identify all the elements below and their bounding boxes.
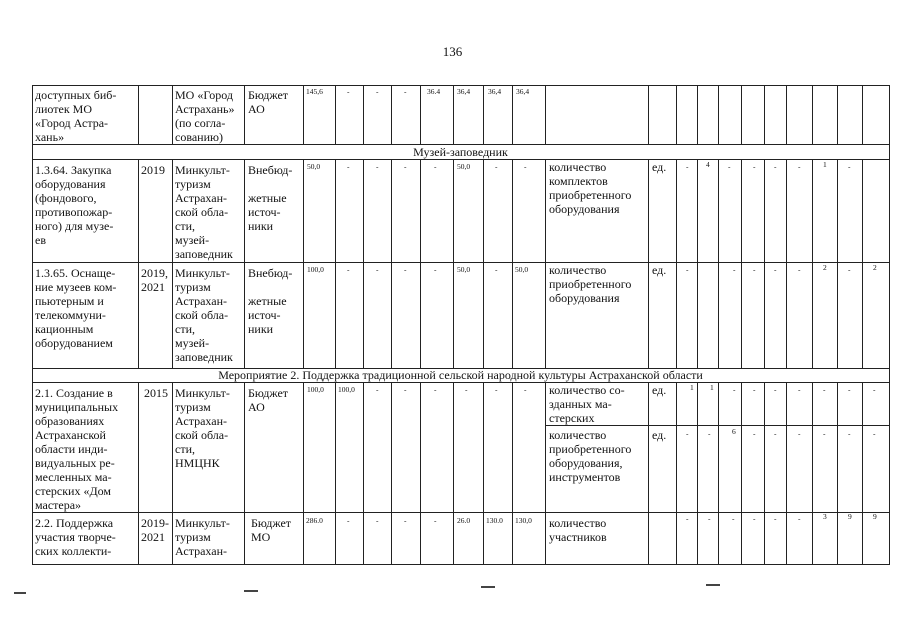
row0-source: Бюджет АО xyxy=(248,88,289,116)
row1-value: - xyxy=(376,162,379,171)
row3-executor: Минкульт- туризм Астрахан- ской обла- сти, НМЦНК xyxy=(175,386,230,470)
row2-value: - xyxy=(376,265,379,274)
row3-value: - xyxy=(495,385,498,394)
row4-ind-value: - xyxy=(753,514,756,523)
row1-ind-value: - xyxy=(686,162,689,171)
grid-line xyxy=(32,262,889,263)
scan-mark xyxy=(244,590,258,592)
row2-value: - xyxy=(404,265,407,274)
row1-ind-value: 4 xyxy=(706,160,710,169)
row3-ind-b-value: - xyxy=(823,429,826,438)
row1-ind-value: - xyxy=(753,162,756,171)
row0-value: 36,4 xyxy=(457,87,471,96)
row1-ind-value: - xyxy=(774,162,777,171)
row0-dash: - xyxy=(347,87,350,96)
row3-value: - xyxy=(376,385,379,394)
row4-value: 26.0 xyxy=(457,516,471,525)
row4-value: - xyxy=(434,516,437,525)
row0-value: 36.4 xyxy=(427,87,441,96)
row3-value-2015: 100,0 xyxy=(338,385,355,394)
row3-ind-b-value: - xyxy=(753,429,756,438)
row3-ind-a-value: - xyxy=(848,385,851,394)
section-title-museum: Музей-заповедник xyxy=(413,145,508,159)
row2-ind-value: 2 xyxy=(823,263,827,272)
row4-ind-value: 9 xyxy=(848,512,852,521)
scan-mark xyxy=(14,592,26,594)
row3-unit-b: ед. xyxy=(652,428,667,442)
row1-total: 50,0 xyxy=(307,162,321,171)
row2-ind-value: 2 xyxy=(873,263,877,272)
grid-line xyxy=(545,425,889,426)
row4-source: Бюджет МО xyxy=(251,516,292,544)
row0-executor: МО «Город Астрахань» (по согла- сованию) xyxy=(175,88,235,144)
row4-value: 130.0 xyxy=(486,516,503,525)
row3-value: - xyxy=(404,385,407,394)
row2-ind-value: - xyxy=(733,265,736,274)
row2-value: 50,0 xyxy=(457,265,471,274)
row2-ind-value: - xyxy=(774,265,777,274)
row1-years: 2019 xyxy=(141,163,165,177)
row2-source: Внебюд- жетные источ- ники xyxy=(248,266,293,336)
row1-unit: ед. xyxy=(652,160,667,174)
row3-ind-a-value: - xyxy=(733,385,736,394)
grid-line xyxy=(32,564,889,565)
row4-total: 286.0 xyxy=(306,516,323,525)
row0-value: 36,4 xyxy=(488,87,502,96)
row2-ind-value: - xyxy=(753,265,756,274)
row3-ind-a-value: - xyxy=(798,385,801,394)
row2-name: 1.3.65. Оснаще- ние музеев ком- пьютерным и телекоммуни- кационным оборудованием xyxy=(35,266,117,350)
grid-line xyxy=(32,382,889,383)
scan-mark xyxy=(706,584,720,586)
row3-ind-b-value: - xyxy=(873,429,876,438)
row2-executor: Минкульт- туризм Астрахан- ской обла- сти, музей- заповедник xyxy=(175,266,233,364)
row0-total: 145,6 xyxy=(306,87,323,96)
row1-value: - xyxy=(434,162,437,171)
row0-dash: - xyxy=(404,87,407,96)
row3-ind-a-value: 1 xyxy=(710,383,714,392)
row3-source: Бюджет АО xyxy=(248,386,289,414)
row1-value: - xyxy=(495,162,498,171)
row4-ind-value: 9 xyxy=(873,512,877,521)
row0-name: доступных биб- лиотек МО «Город Астра- хань» xyxy=(35,88,117,144)
row4-ind-value: - xyxy=(708,514,711,523)
row1-value: - xyxy=(404,162,407,171)
row1-value: 50,0 xyxy=(457,162,471,171)
row3-ind-a-value: - xyxy=(753,385,756,394)
row2-value: - xyxy=(434,265,437,274)
row2-value: - xyxy=(495,265,498,274)
row4-indicator: количество участников xyxy=(549,516,607,544)
row4-value: - xyxy=(347,516,350,525)
row4-value: - xyxy=(404,516,407,525)
row2-indicator: количество приобретенного оборудования xyxy=(549,263,632,305)
row4-value: 130,0 xyxy=(515,516,532,525)
row3-indicator-b: количество приобретенного оборудования, инструментов xyxy=(549,428,632,484)
row3-name: 2.1. Создание в муниципальных образованиях Астраханской области инди- видуальных ре- месленных ма- стерских «Дом мастера» xyxy=(35,386,119,512)
row3-value: - xyxy=(524,385,527,394)
row2-unit: ед. xyxy=(652,263,667,277)
page-number: 136 xyxy=(442,44,463,59)
row4-years: 2019- 2021 xyxy=(141,516,169,544)
row1-ind-value: - xyxy=(798,162,801,171)
row0-value: 36,4 xyxy=(516,87,530,96)
row3-ind-b-value: - xyxy=(708,429,711,438)
row2-value: - xyxy=(347,265,350,274)
row1-ind-value: - xyxy=(848,162,851,171)
scan-mark xyxy=(481,586,495,588)
row4-name: 2.2. Поддержка участия творче- ских коллекти- xyxy=(35,516,116,558)
row1-indicator: количество комплектов приобретенного оборудования xyxy=(549,160,632,216)
row3-total: 100,0 xyxy=(307,385,324,394)
row2-total: 100,0 xyxy=(307,265,324,274)
section-title-measure2: Мероприятие 2. Поддержка традиционной сельской народной культуры Астраханской области xyxy=(218,368,703,382)
row4-value: - xyxy=(376,516,379,525)
grid-line xyxy=(32,512,889,513)
row4-ind-value: - xyxy=(774,514,777,523)
row3-ind-b-value: - xyxy=(686,429,689,438)
row1-value: - xyxy=(524,162,527,171)
row3-years: 2015 xyxy=(144,386,168,400)
row3-ind-b-value: - xyxy=(848,429,851,438)
row3-ind-b-value: - xyxy=(774,429,777,438)
row1-ind-value: 1 xyxy=(823,160,827,169)
row2-ind-value: - xyxy=(798,265,801,274)
grid-line xyxy=(889,85,890,565)
grid-line xyxy=(32,159,889,160)
row3-ind-a-value: - xyxy=(873,385,876,394)
row1-name: 1.3.64. Закупка оборудования (фондового, противопожар- ного) для музе- ев xyxy=(35,163,114,247)
row3-ind-a-value: - xyxy=(823,385,826,394)
row3-unit-a: ед. xyxy=(652,383,667,397)
row2-ind-value: - xyxy=(848,265,851,274)
row3-ind-a-value: 1 xyxy=(690,383,694,392)
row4-ind-value: - xyxy=(686,514,689,523)
grid-line xyxy=(32,85,889,86)
row2-years: 2019, 2021 xyxy=(141,266,168,294)
row4-executor: Минкульт- туризм Астрахан- xyxy=(175,516,230,558)
row3-value: - xyxy=(465,385,468,394)
row3-indicator-a: количество со- зданных ма- стерских xyxy=(549,383,625,425)
row3-ind-b-value: - xyxy=(798,429,801,438)
row4-ind-value: - xyxy=(798,514,801,523)
row3-value: - xyxy=(434,385,437,394)
row1-ind-value: - xyxy=(728,162,731,171)
row1-executor: Минкульт- туризм Астрахан- ской обла- сти, музей- заповедник xyxy=(175,163,233,261)
row1-source: Внебюд- жетные источ- ники xyxy=(248,163,293,233)
row3-ind-b-value: 6 xyxy=(732,427,736,436)
row2-value: 50,0 xyxy=(515,265,529,274)
row4-ind-value: 3 xyxy=(823,512,827,521)
row0-dash: - xyxy=(376,87,379,96)
row3-ind-a-value: - xyxy=(774,385,777,394)
row4-ind-value: - xyxy=(732,514,735,523)
row2-ind-value: - xyxy=(686,265,689,274)
row1-value: - xyxy=(347,162,350,171)
